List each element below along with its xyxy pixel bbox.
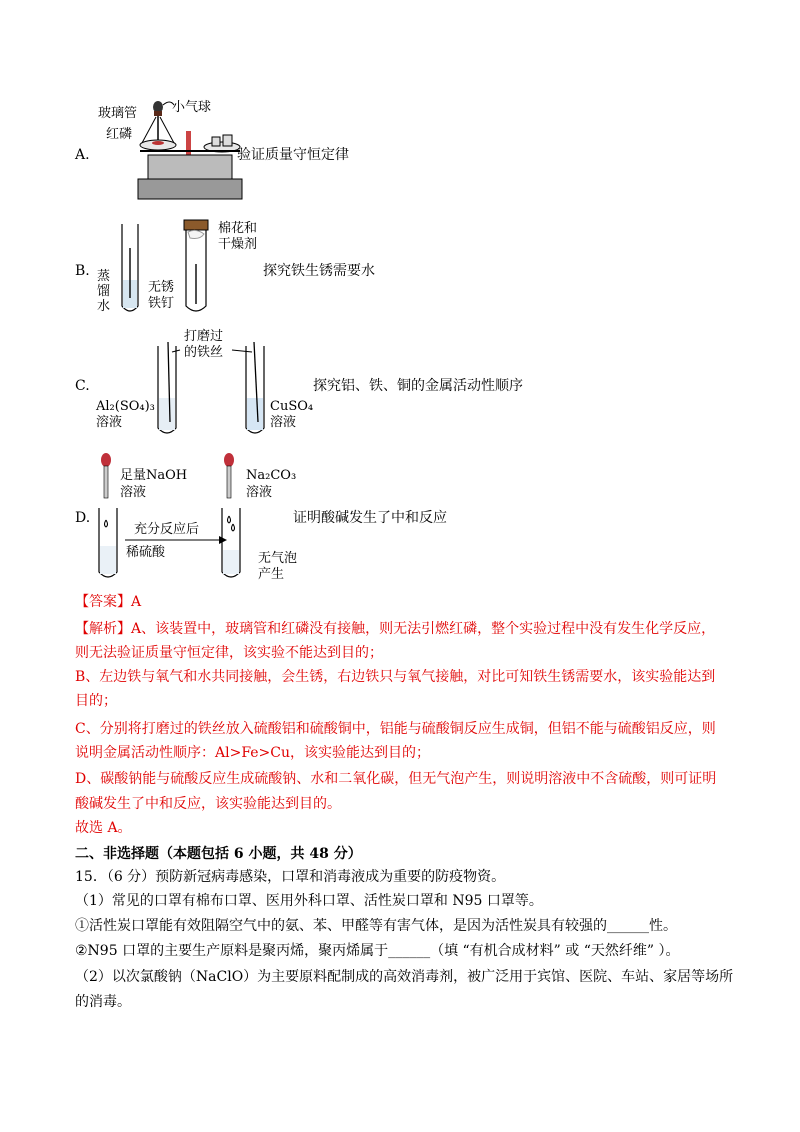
option-a-description: 验证质量守恒定律 [237, 147, 349, 163]
section2-heading: 二、非选择题（本题包括 6 小题，共 48 分） [75, 846, 362, 862]
test-tubes-c-diagram [150, 340, 290, 440]
option-b-description: 探究铁生锈需要水 [263, 263, 375, 279]
analysis-line-1: 【解析】A、该装置中，玻璃管和红磷没有接触，则无法引燃红磷，整个实验过程中没有发生化学反应， [75, 621, 716, 637]
q15-intro: 15．（6 分）预防新冠病毒感染，口罩和消毒液成为重要的防疫物资。 [75, 869, 506, 885]
label-glass-tube: 玻璃管 [98, 106, 138, 121]
q15-part1-a: ①活性炭口罩能有效阻隔空气中的氨、苯、甲醛等有害气体，是因为活性炭具有较强的______性。 [75, 918, 677, 934]
option-d-letter: D. [75, 510, 91, 526]
option-b-letter: B. [75, 263, 90, 279]
option-d-description: 证明酸碱发生了中和反应 [293, 510, 447, 526]
analysis-line-7: D、碳酸钠能与硫酸反应生成硫酸钠、水和二氧化碳，但无气泡产生，则说明溶液中不含硫酸，则可证明 [75, 771, 717, 787]
q15-part2-line1: （2）以次氯酸钠（NaClO）为主要原料配制成的高效消毒剂，被广泛用于宾馆、医院、车站、家居等场所 [75, 969, 734, 985]
label-distilled-1: 蒸 [97, 269, 111, 284]
q15-part1: （1）常见的口罩有棉布口罩、医用外科口罩、活性炭口罩和 N95 口罩等。 [75, 893, 543, 909]
analysis-line-3: B、左边铁与氧气和水共同接触，会生锈，右边铁只与氧气接触，对比可知铁生锈需要水，该实验能达到 [75, 669, 716, 685]
option-a-letter: A. [75, 147, 90, 163]
label-nail-1: 无锈 [148, 280, 175, 295]
analysis-line-2: 则无法验证质量守恒定律，该实验不能达到目的； [75, 645, 383, 661]
label-balloon: 小气球 [172, 100, 212, 115]
label-arrow-after-reaction: 充分反应后 [134, 522, 200, 537]
label-no-bubble-1: 无气泡 [258, 551, 298, 566]
analysis-line-5: C、分别将打磨过的铁丝放入硫酸铝和硫酸铜中，铝能与硫酸铜反应生成铜，但铝不能与硫酸铝反应，则 [75, 721, 716, 737]
option-c-letter: C. [75, 378, 90, 394]
label-al-solution: Al₂(SO₄)₃ [96, 399, 155, 414]
label-na2co3-2: 溶液 [246, 485, 273, 500]
label-desiccant: 干燥剂 [218, 237, 258, 252]
analysis-conclusion: 故选 A。 [75, 820, 132, 836]
label-red-phosphorus: 红磷 [106, 127, 133, 142]
answer-line: 【答案】A [75, 594, 142, 610]
label-no-bubble-2: 产生 [258, 567, 285, 582]
label-distilled-2: 馏 [97, 284, 111, 299]
label-nail-2: 铁钉 [148, 296, 175, 311]
analysis-line-8: 酸碱发生了中和反应，该实验能达到目的。 [75, 796, 341, 812]
label-na2co3: Na₂CO₃ [246, 468, 297, 483]
label-polished-2: 的铁丝 [184, 345, 224, 360]
label-cu-solution: CuSO₄ [270, 399, 314, 414]
analysis-line-6: 说明金属活动性顺序：Al>Fe>Cu，该实验能达到目的； [75, 745, 431, 761]
label-al-solution-2: 溶液 [96, 415, 123, 430]
q15-part1-b: ②N95 口罩的主要生产原料是聚丙烯，聚丙烯属于______（填 “有机合成材料” 或 “天然纤维” ）。 [75, 943, 680, 959]
label-dilute-acid: 稀硫酸 [126, 545, 166, 560]
analysis-line-4: 目的； [75, 693, 117, 709]
label-cu-solution-2: 溶液 [270, 415, 297, 430]
q15-part2-line2: 的消毒。 [75, 994, 131, 1010]
label-naoh-2: 溶液 [120, 485, 147, 500]
label-naoh: 足量NaOH [120, 468, 188, 483]
label-distilled-3: 水 [97, 299, 111, 314]
balance-diagram [130, 95, 250, 205]
label-cotton: 棉花和 [218, 221, 258, 236]
label-polished-1: 打磨过 [184, 329, 224, 344]
option-c-description: 探究铝、铁、铜的金属活动性顺序 [313, 378, 523, 394]
